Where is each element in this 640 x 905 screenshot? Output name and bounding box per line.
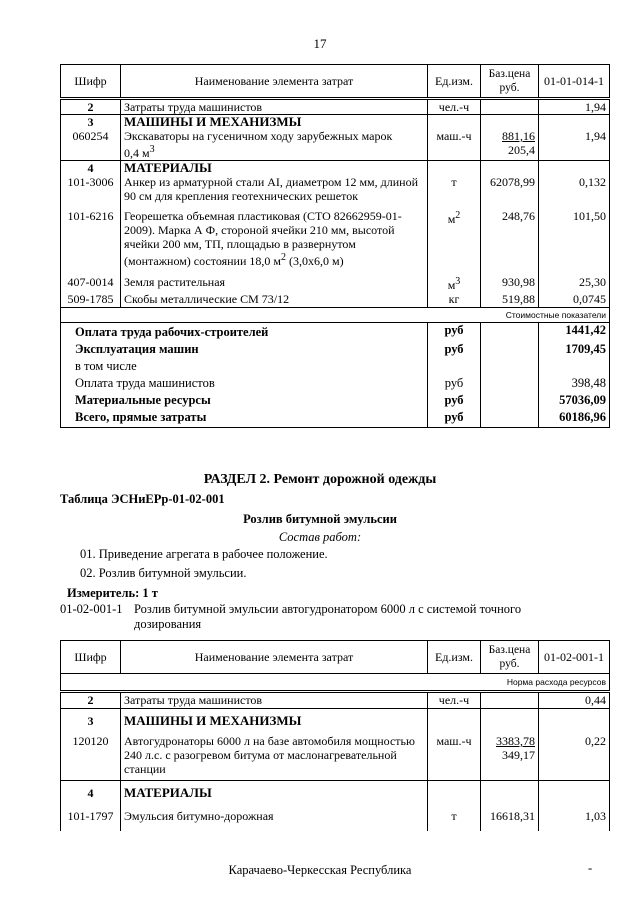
work-item: 01. Приведение агрегата в рабочее положение. — [80, 547, 328, 561]
table-row: 3 МАШИНЫ И МЕХАНИЗМЫ — [61, 709, 610, 735]
page-number: 17 — [313, 36, 327, 51]
header-name: Наименование элемента затрат — [121, 65, 428, 99]
item-description: Розлив битумной эмульсии автогудронатором 6000 л с системой точного дозирования — [134, 602, 522, 631]
table-header — [61, 65, 610, 99]
table-row: 4 МАТЕРИАЛЫ — [61, 781, 610, 807]
table-note: Норма расхода ресурсов — [61, 674, 610, 692]
table-row: 120120 Автогудронаторы 6000 л на базе автомобиля мощностью 240 л.с. с разогревом битума от маслонагревательной станции маш.-ч 3383,78 349,17 0,22 — [61, 734, 610, 781]
table-row: 101-3006 Анкер из арматурной стали AI, диаметром 12 мм, длиной 90 см для крепления геотехнических решеток т 62078,99 0,132 — [61, 175, 610, 209]
table-row: 101-6216 Георешетка объемная пластиковая (СТО 82662959-01-2009). Марка А Ф, стороной ячейки 210 мм, высотой ячейки 200 мм, ТП, площадью в развернутом (монтажном) состоянии 18,0 $м^2$ (3,0х6,0 м) $м^2$ 248,76 101,50 — [61, 209, 610, 275]
section-title: РАЗДЕЛ 2. Ремонт дорожной одежды — [203, 472, 437, 487]
header-unit: Ед.изм. — [428, 641, 481, 674]
summary-row: Материальные ресурсы руб 57036,09 — [61, 393, 610, 410]
header-unit: Ед.изм. — [428, 65, 481, 99]
work-item: 02. Розлив битумной эмульсии. — [80, 566, 247, 580]
table-row: 3 МАШИНЫ И МЕХАНИЗМЫ — [61, 115, 610, 130]
table-row: 101-1797 Эмульсия битумно-дорожная т 16618,31 1,03 — [61, 806, 610, 831]
table-name: Розлив битумной эмульсии — [243, 512, 397, 526]
header-norm: 01-02-001-1 — [539, 641, 610, 674]
table-row: 2 Затраты труда машинистов чел.-ч 1,94 — [61, 99, 610, 115]
summary-row: Оплата труда машинистов руб 398,48 — [61, 376, 610, 393]
header-price: Баз.цена руб. — [481, 65, 539, 99]
table-note: Стоимостные показатели — [61, 308, 610, 323]
summary-row: Эксплуатация машин руб 1709,45 — [61, 342, 610, 359]
header-norm: 01-01-014-1 — [539, 65, 610, 99]
meter: Измеритель: 1 т — [67, 586, 158, 600]
table-row: 2 Затраты труда машинистов чел.-ч 0,44 — [61, 692, 610, 709]
table-row: 060254 Экскаваторы на гусеничном ходу зарубежных марок 0,4 $м^3$ маш.-ч 881,16 205,4 1,94 — [61, 129, 610, 161]
table-row: 4 МАТЕРИАЛЫ — [61, 161, 610, 176]
works-heading: Состав работ: — [278, 530, 362, 544]
footer-region: Карачаево-Черкесская Республика — [228, 863, 412, 877]
footer-mark: - — [588, 861, 593, 875]
cost-table-1 — [60, 64, 610, 428]
header-name: Наименование элемента затрат — [121, 641, 428, 674]
table-row: 407-0014 Земля растительная $м^3$ 930,98 25,30 — [61, 275, 610, 292]
summary-row: в том числе — [61, 359, 610, 376]
header-code: Шифр — [61, 65, 121, 99]
item-code: 01-02-001-1 — [60, 602, 123, 616]
summary-row: Всего, прямые затраты руб 60186,96 — [61, 410, 610, 428]
table-row: 509-1785 Скобы металлические СМ 73/12 кг 519,88 0,0745 — [61, 292, 610, 308]
header-price: Баз.цена руб. — [481, 641, 539, 674]
table-header — [61, 641, 610, 674]
table-id: Таблица ЭСНиЕРр-01-02-001 — [60, 492, 225, 506]
header-code: Шифр — [61, 641, 121, 674]
cost-table-2 — [60, 640, 610, 831]
summary-row: Оплата труда рабочих-строителей руб 1441,42 — [61, 323, 610, 343]
